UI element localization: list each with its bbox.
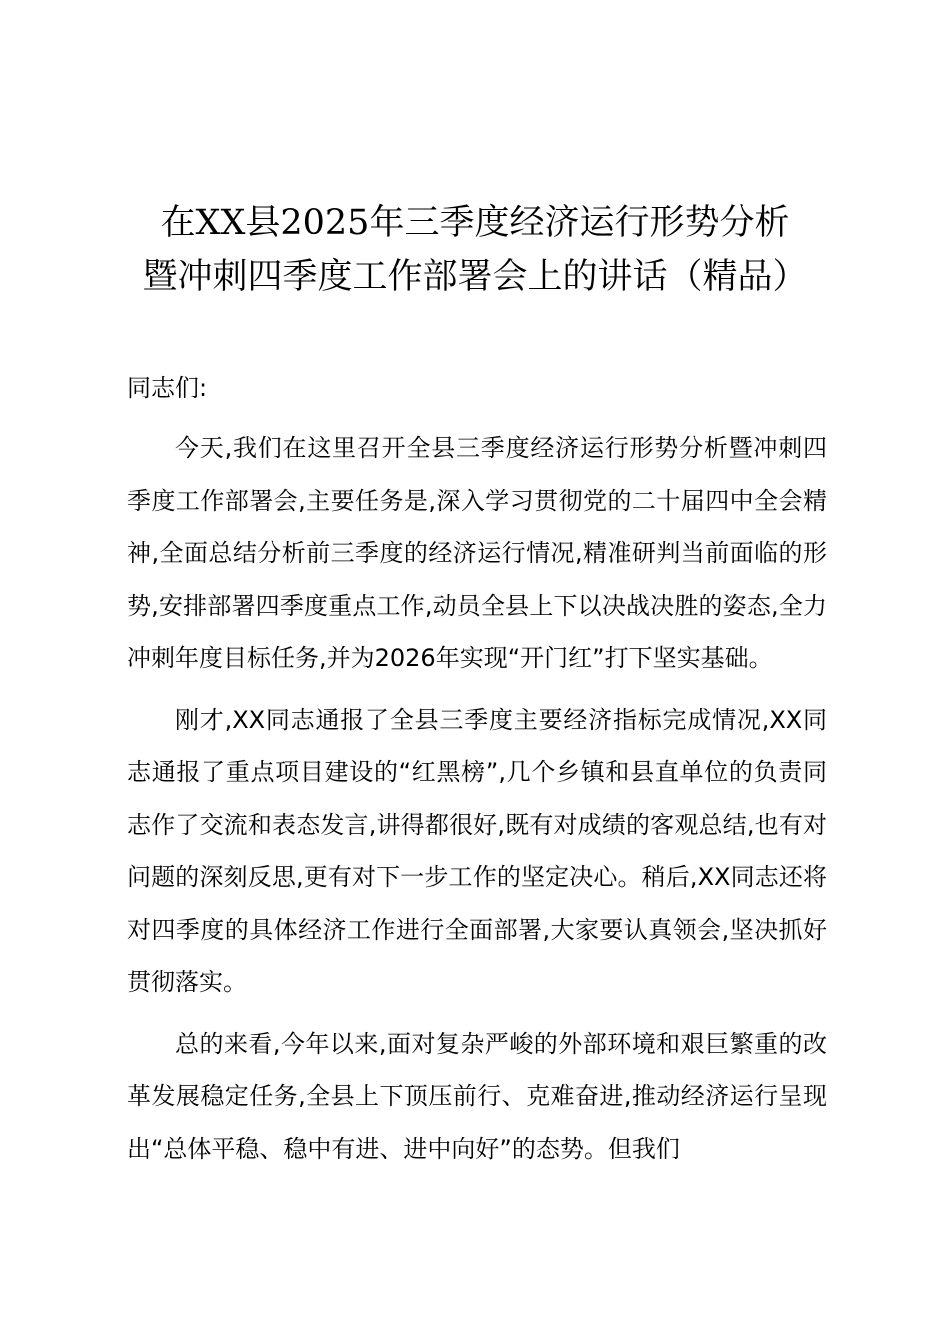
paragraph-2: 刚才,XX同志通报了全县三季度主要经济指标完成情况,XX同志通报了重点项目建设的“红黑榜”,几个乡镇和县直单位的负责同志作了交流和表态发言,讲得都很好,既有对成绩的客观总结,也有对问题的深刻反思,更有对下一步工作的坚定决心。稍后,XX同志还将对四季度的具体经济工作进行全面部署,大家要认真领会,坚决抓好贯彻落实。 <box>127 705 827 996</box>
salutation: 同志们: <box>127 374 208 402</box>
title-line-1: 在XX县2025年三季度经济运行形势分析 <box>160 203 790 243</box>
paragraph-3: 总的来看,今年以来,面对复杂严峻的外部环境和艰巨繁重的改革发展稳定任务,全县上下顶压前行、克难奋进,推动经济运行呈现出“总体平稳、稳中有进、进中向好”的态势。但我们 <box>127 1029 827 1163</box>
speech-body <box>127 422 827 1184</box>
paragraph-1: 今天,我们在这里召开全县三季度经济运行形势分析暨冲刺四季度工作部署会,主要任务是,深入学习贯彻党的二十届四中全会精神,全面总结分析前三季度的经济运行情况,精准研判当前面临的形势,安排部署四季度重点工作,动员全县上下以决战决胜的姿态,全力冲刺年度目标任务,并为2026年实现“开门红”打下坚实基础。 <box>127 434 827 672</box>
document-title <box>100 196 850 304</box>
title-line-2: 暨冲刺四季度工作部署会上的讲话（精品） <box>142 257 808 297</box>
